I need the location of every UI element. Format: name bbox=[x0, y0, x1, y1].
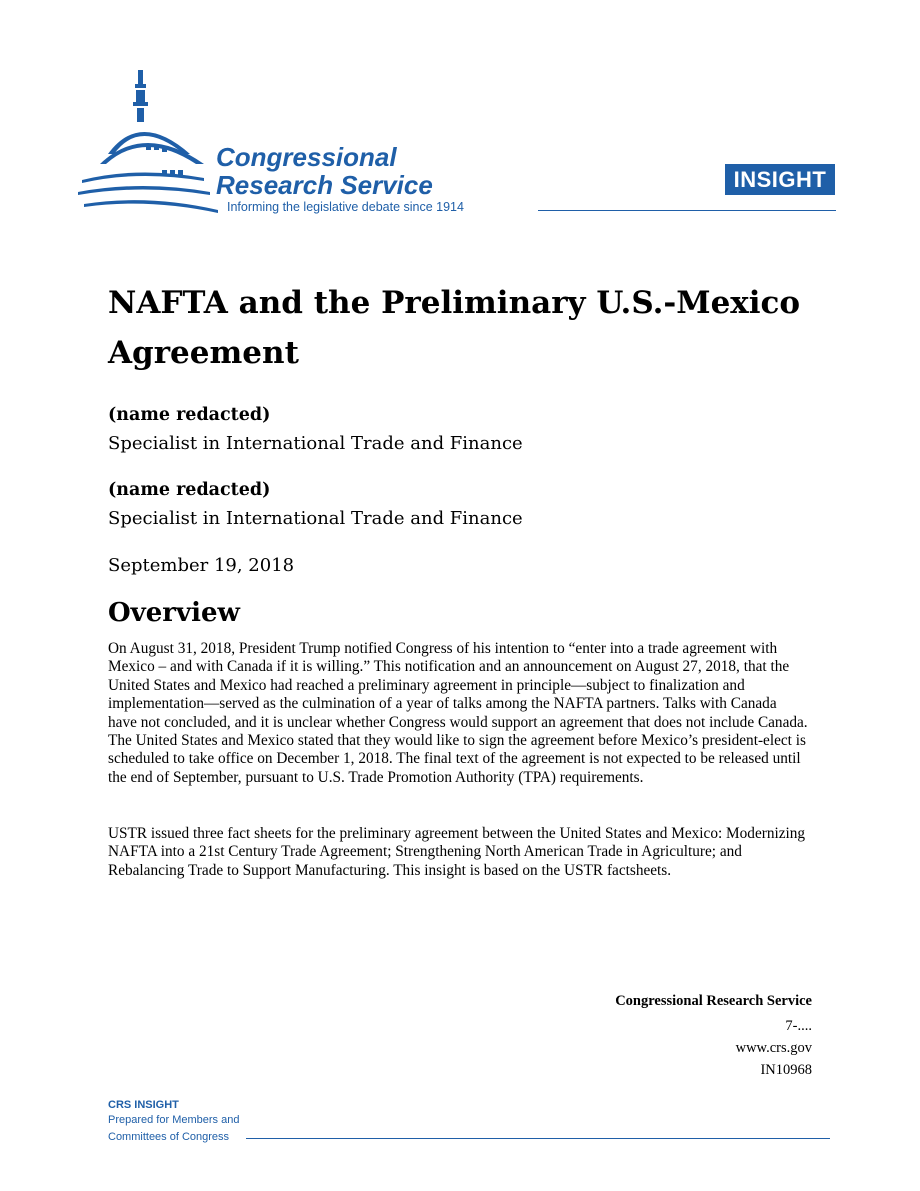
author-name-2: (name redacted) bbox=[108, 480, 271, 500]
crs-logo bbox=[78, 62, 538, 222]
prepared-line-2: Committees of Congress bbox=[108, 1131, 230, 1143]
footer-id: IN10968 bbox=[760, 1062, 812, 1078]
section-heading-overview: Overview bbox=[108, 598, 240, 628]
insight-badge: INSIGHT bbox=[725, 164, 835, 195]
capitol-dome-icon bbox=[78, 62, 218, 222]
crs-insight-label: CRS INSIGHT bbox=[108, 1099, 179, 1111]
page-title: NAFTA and the Preliminary U.S.-Mexico Agreement bbox=[108, 285, 801, 371]
overview-paragraph-1: On August 31, 2018, President Trump notified Congress of his intention to “enter into a trade agreement with Mexico – and with Canada if it is willing.” This notification and an announcement on August 27, 2018, that the United States and Mexico had reached a preliminary agreement in principle—subject to finalization and implementation—served as the culmination of a year of talks among the NAFTA partners. Talks with Canada have not concluded, and it is unclear whether Congress would support an agreement that does not include Canada. The United States and Mexico stated that they would like to sign the agreement before Mexico’s president-elect is scheduled to take office on December 1, 2018. The final text of the agreement is not expected to be released until the end of September, pursuant to U.S. Trade Promotion Authority (TPA) requirements. bbox=[108, 640, 808, 786]
author-role-2: Specialist in International Trade and Finance bbox=[108, 508, 523, 529]
footer-code: 7-.... bbox=[785, 1018, 812, 1034]
footer-rule bbox=[246, 1138, 830, 1139]
publication-date: September 19, 2018 bbox=[108, 555, 295, 576]
footer-url[interactable]: www.crs.gov bbox=[735, 1040, 812, 1056]
logo-text-line1: Congressional bbox=[216, 142, 397, 172]
prepared-line-1: Prepared for Members and bbox=[108, 1114, 240, 1126]
author-role-1: Specialist in International Trade and Finance bbox=[108, 433, 523, 454]
logo-text-line2: Research Service bbox=[216, 170, 433, 200]
header-rule bbox=[538, 210, 836, 211]
author-name-1: (name redacted) bbox=[108, 405, 271, 425]
overview-paragraph-2: USTR issued three fact sheets for the preliminary agreement between the United States and Mexico: Modernizing NAFTA into a 21st Century Trade Agreement; Strengthening North American Trade in Agriculture; and Rebalancing Trade to Support Manufacturing. This insight is based on the USTR factsheets. bbox=[108, 825, 806, 879]
logo-tagline: Informing the legislative debate since 1914 bbox=[227, 200, 464, 214]
footer-org: Congressional Research Service bbox=[615, 993, 812, 1009]
